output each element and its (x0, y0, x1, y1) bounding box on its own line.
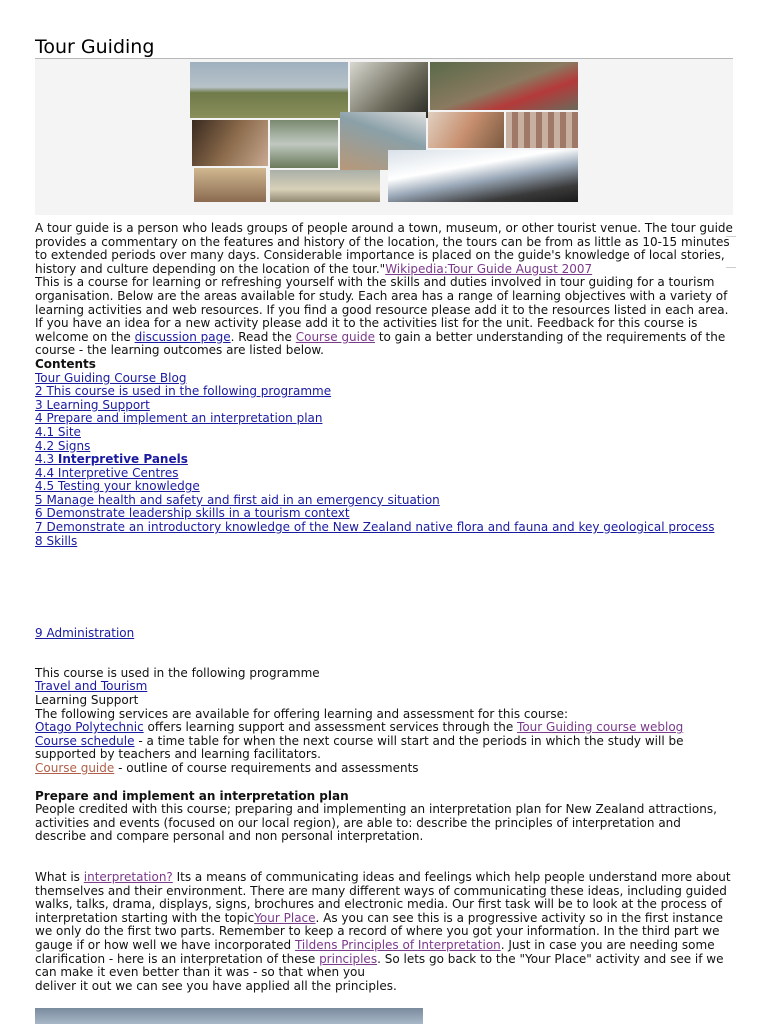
page-title: Tour Guiding (35, 36, 155, 58)
table-of-contents (35, 358, 733, 641)
guide-text: - outline of course requirements and assessments (114, 761, 419, 775)
tour-collage-image (190, 62, 580, 202)
toc-item-blog[interactable]: Tour Guiding Course Blog (35, 370, 187, 385)
toc-item-interpretive-panels-label: Interpretive Panels (57, 452, 188, 467)
principles-link[interactable]: principles (319, 951, 378, 966)
course-text-a: This is a course for learning or refreshing yourself with the skills and duties involved in tour guiding for a tourism organisation. Below are the areas available for study. Each area has a range of learning objectives with a variety of learning activities and web resources. If you find a good resource please add it to the resources listed in each area. If you have an idea for a new activity please add it to the activities list for the unit. Feedback for this course is welcome on the (35, 275, 729, 344)
whatis-text-1: What is (35, 869, 84, 884)
whatis-text-3: . As you can see this is a progressive activity so in the first instance we only do the first two parts. Remember to keep a record of where you got your information. In the third part we gauge if or how well we have incorporated (35, 910, 724, 952)
otago-polytechnic-link[interactable]: Otago Polytechnic (35, 720, 144, 735)
toc-item-testing[interactable]: 4.5 Testing your knowledge (35, 479, 200, 494)
toc-item-interpretive-centres[interactable]: 4.4 Interpretive Centres (35, 465, 179, 480)
toc-item-leadership[interactable]: 6 Demonstrate leadership skills in a tourism context (35, 506, 350, 521)
toc-item-interpretive-panels-number: 4.3 (35, 452, 58, 467)
programme-section (35, 667, 733, 776)
course-text-b: . Read the (230, 329, 296, 344)
prepare-section (35, 790, 733, 844)
course-schedule-link[interactable]: Course schedule (35, 733, 135, 748)
side-tab (726, 236, 736, 268)
otago-line (35, 721, 733, 735)
whatis-text-2: Its a means of communicating ideas and feelings which help people understand more about themselves and their environment. There are many different ways of communicating these ideas, including guided walks, talks, drama, displays, signs, brochures and electronic media. Our first task will be to look at the process of interpretation starting with the topic (35, 869, 731, 925)
toc-item-learning-support[interactable]: 3 Learning Support (35, 397, 150, 412)
toc-item-signs[interactable]: 4.2 Signs (35, 438, 91, 453)
intro-text: A tour guide is a person who leads groups of people around a town, museum, or other tourist venue. The tour guide provides a commentary on the features and history of the location, the tours can be from as little as 10-15 minutes to extended periods over many days. Considerable importance is placed on the guide's knowledge of local stories, history and culture depending on the location of the tour." (35, 221, 733, 276)
interpretation-link[interactable]: interpretation? (83, 869, 173, 884)
whatis-text-4: . Just in case you are needing some clarification - here is an interpretation of these (35, 937, 715, 966)
programme-intro: This course is used in the following programme (35, 665, 320, 680)
schedule-text: - a time table for when the next course will start and the periods in which the study will be supported by teachers and learning facilitators. (35, 733, 684, 762)
tildens-principles-link[interactable]: Tildens Principles of Interpretation (294, 937, 501, 952)
course-guide-outline-link[interactable]: Course guide (35, 761, 115, 775)
toc-item-interpretation-plan[interactable]: 4 Prepare and implement an interpretation plan (35, 411, 323, 426)
course-paragraph (35, 276, 733, 358)
what-is-paragraph (35, 871, 733, 980)
course-guide-link[interactable]: Course guide (295, 329, 375, 344)
toc-item-interpretive-panels[interactable] (35, 453, 188, 467)
prepare-text: People credited with this course; preparing and implementing an interpretation plan for New Zealand attractions, activities and events (focused on our local region), are able to: describe the principles of interpretation and describe and compare personal and non personal interpretation. (35, 802, 717, 844)
toc-item-health-safety[interactable]: 5 Manage health and safety and first aid in an emergency situation (35, 492, 440, 507)
course-weblog-link[interactable]: Tour Guiding course weblog (517, 720, 684, 735)
learning-support-heading: Learning Support (35, 693, 139, 708)
whatis-last-line: deliver it out we can see you have applied all the principles. (35, 978, 397, 993)
discussion-page-link[interactable]: discussion page (134, 329, 231, 344)
travel-tourism-link[interactable]: Travel and Tourism (35, 679, 148, 694)
learning-support-intro: The following services are available for offering learning and assessment for this course: (35, 706, 569, 721)
toc-item-programme[interactable]: 2 This course is used in the following programme (35, 384, 332, 399)
contents-heading: Contents (35, 356, 96, 371)
wikipedia-link[interactable]: Wikipedia:Tour Guide August 2007 (385, 261, 593, 276)
toc-item-skills[interactable]: 8 Skills (35, 533, 78, 548)
guide-line (35, 762, 733, 776)
intro-paragraph (35, 222, 733, 276)
prepare-heading: Prepare and implement an interpretation plan (35, 788, 349, 803)
toc-item-flora-fauna[interactable]: 7 Demonstrate an introductory knowledge of the New Zealand native flora and fauna and key geological process (35, 520, 715, 535)
course-text-c: to gain a better understanding of the requirements of the course - the learning outcomes are listed below. (35, 329, 726, 358)
banner (35, 59, 733, 215)
whatis-text-5: . So lets go back to the "Your Place" activity and see if we can make it even better than it was - so that when you (35, 951, 724, 980)
otago-text: offers learning support and assessment services through the (143, 720, 518, 735)
bottom-image (35, 1008, 423, 1024)
schedule-line (35, 735, 733, 762)
your-place-link[interactable]: Your Place (254, 910, 316, 925)
toc-item-site[interactable]: 4.1 Site (35, 424, 81, 439)
toc-item-administration[interactable]: 9 Administration (35, 626, 135, 641)
what-is-section (35, 871, 733, 993)
